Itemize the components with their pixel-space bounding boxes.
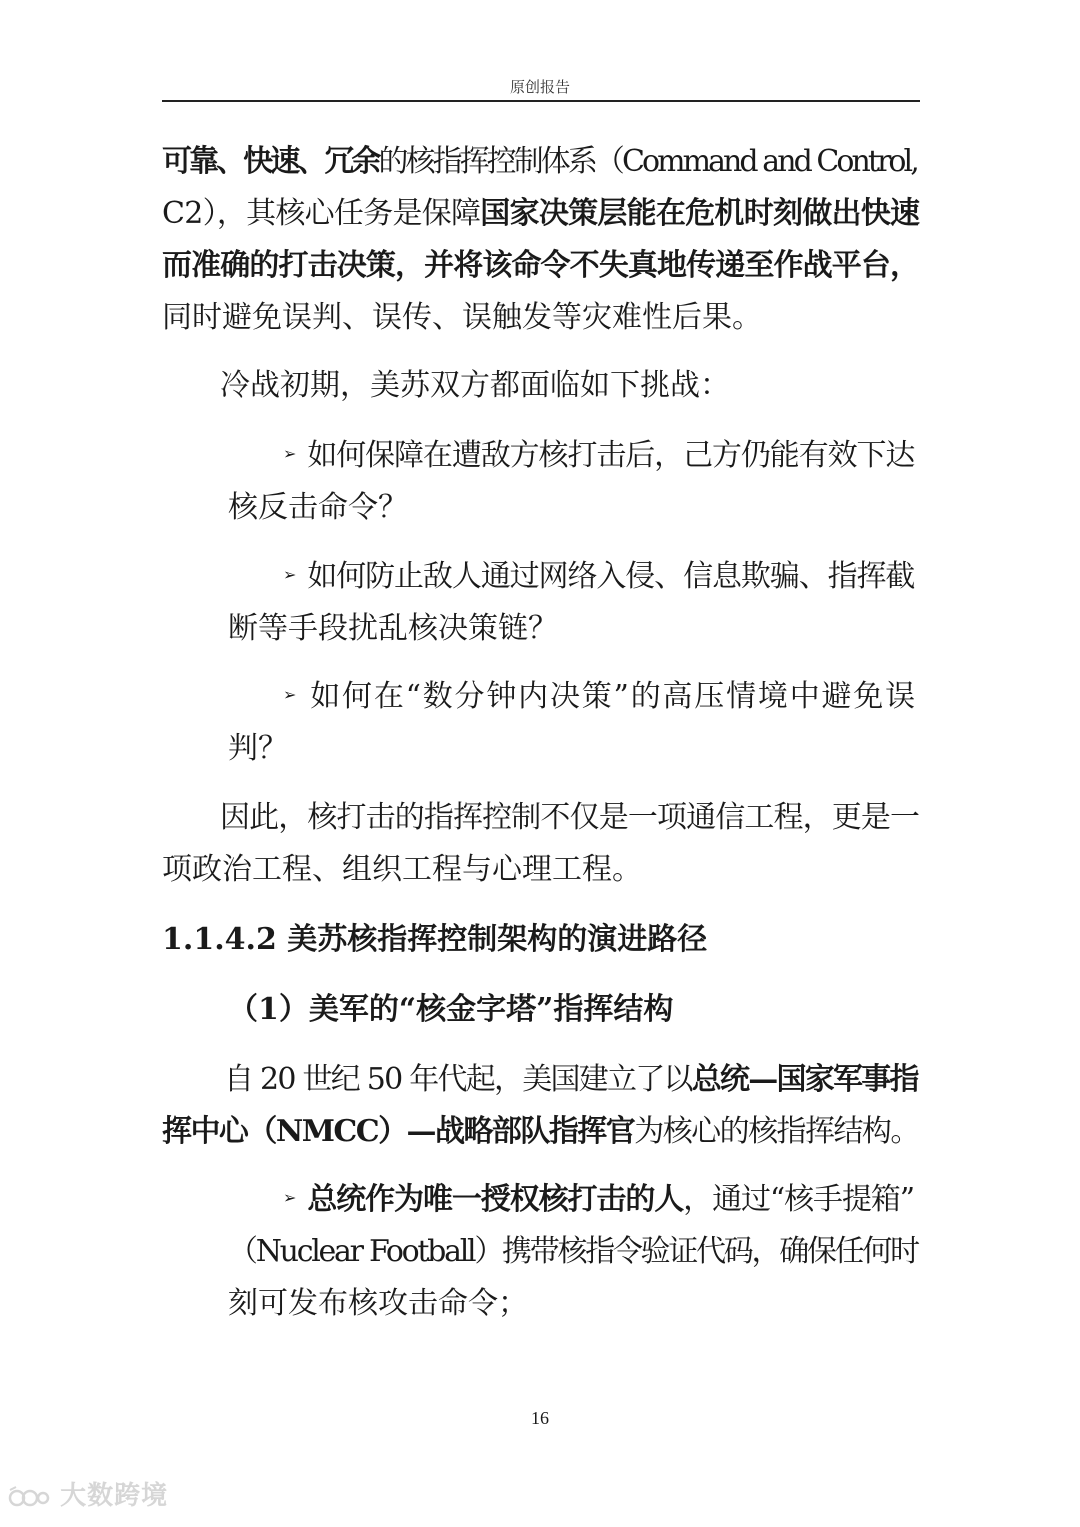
text-line — [162, 246, 919, 286]
text-segment: 核反击命令？ — [228, 490, 408, 525]
text-segment: ，通过“核手提箱” — [683, 1182, 915, 1217]
section-heading — [228, 990, 673, 1030]
text-line — [220, 798, 919, 838]
text-segment: 如何在“数分钟内决策”的高压情境中避免误 — [310, 679, 917, 714]
text-line — [162, 194, 919, 234]
text-segment: 因此，核打击的指挥控制不仅是一项通信工程，更是一 — [220, 800, 920, 835]
text-segment: 挥中心（NMCC）—战略部队指挥官 — [162, 1114, 635, 1149]
text-segment: 同时避免误判、误传、误触发等灾难性后果。 — [162, 300, 762, 335]
text-line — [224, 1060, 918, 1100]
bullet-arrow-icon: ➢ — [283, 444, 296, 463]
text-segment: 1.1.4.2 美苏核指挥控制架构的演进路径 — [162, 922, 708, 957]
text-segment: 自 20 世纪 50 年代起，美国建立了以 — [224, 1062, 692, 1097]
text-segment: 如何保障在遭敌方核打击后，己方仍能有效下达 — [307, 438, 915, 473]
text-line — [162, 142, 917, 182]
text-line — [162, 298, 762, 338]
bullet-line — [283, 557, 914, 597]
page-number: 16 — [531, 1408, 549, 1428]
text-segment: （Nuclear Football）携带核指令验证代码，确保任何时 — [228, 1234, 918, 1269]
bullet-arrow-icon: ➢ — [283, 1188, 296, 1207]
text-segment: 总统作为唯一授权核打击的人 — [307, 1182, 684, 1217]
text-line — [228, 609, 558, 649]
text-segment: （1）美军的“核金字塔”指挥结构 — [228, 992, 674, 1027]
text-line — [228, 488, 408, 528]
text-segment: 项政治工程、组织工程与心理工程。 — [162, 852, 642, 887]
text-segment: C2），其核心任务是保障 — [162, 196, 481, 231]
watermark-text: 大数跨境 — [60, 1481, 169, 1511]
text-segment: 刻可发布核攻击命令； — [228, 1286, 528, 1321]
text-line — [228, 1284, 528, 1324]
bullet-arrow-icon: ➢ — [283, 685, 299, 704]
text-segment: 冷战初期，美苏双方都面临如下挑战： — [220, 368, 730, 403]
text-segment: 如何防止敌人通过网络入侵、信息欺骗、指挥截 — [307, 559, 915, 594]
text-segment: 的核指挥控制体系（Command and Control, — [378, 144, 917, 179]
watermark — [8, 1475, 168, 1512]
text-line — [220, 366, 730, 406]
text-line — [162, 1112, 919, 1152]
text-segment: 为核心的核指挥结构。 — [634, 1114, 919, 1149]
bullet-line — [283, 436, 914, 476]
text-segment: 而准确的打击决策，并将该命令不失真地传递至作战平台， — [162, 248, 920, 283]
text-segment: 总统—国家军事指 — [691, 1062, 918, 1097]
text-segment: 可靠、快速、冗余 — [162, 144, 379, 179]
text-line — [228, 1232, 918, 1272]
bullet-arrow-icon: ➢ — [283, 565, 296, 584]
header-divider — [162, 100, 920, 102]
text-segment: 断等手段扰乱核决策链？ — [228, 611, 558, 646]
bullet-line — [283, 677, 917, 717]
text-line — [162, 850, 642, 890]
bullet-line — [283, 1180, 914, 1220]
section-heading — [162, 920, 707, 960]
page-header-title: 原创报告 — [509, 78, 570, 96]
text-segment: 国家决策层能在危机时刻做出快速 — [480, 196, 920, 231]
text-segment: 判？ — [228, 731, 288, 766]
text-line — [228, 729, 288, 769]
watermark-logo-icon — [8, 1484, 50, 1510]
